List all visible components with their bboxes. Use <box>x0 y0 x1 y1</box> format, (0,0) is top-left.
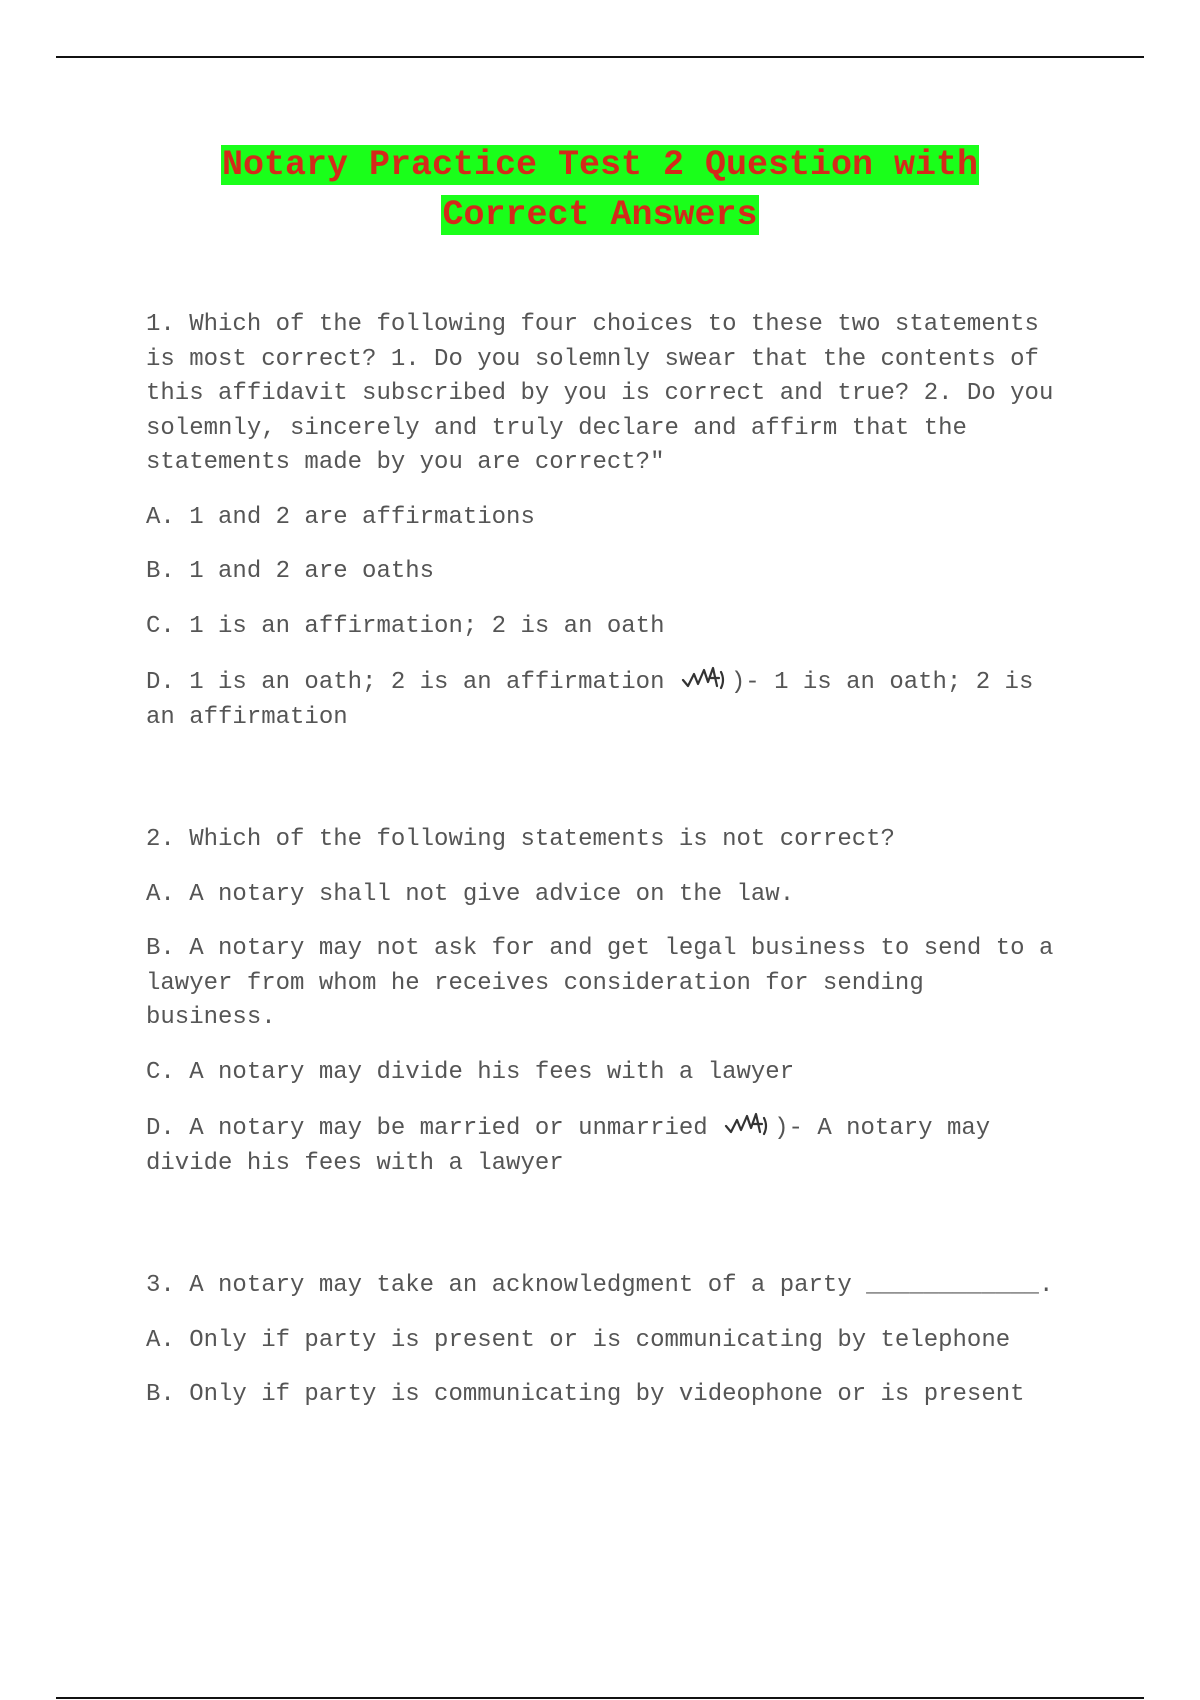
question-2-answer: )- A notary may divide his fees with a lawyer <box>146 1115 1005 1177</box>
question-2-option-a: A. A notary shall not give advice on the law. <box>146 880 795 908</box>
question-2-option-b: B. A notary may not ask for and get legal business to send to a lawyer from whom he receives consideration for sending business. <box>146 935 1068 1031</box>
check-scribble-icon <box>681 664 725 692</box>
question-3-option-b: B. Only if party is communicating by videophone or is present <box>146 1381 1025 1408</box>
title-line-1: Notary Practice Test 2 Question with <box>221 145 979 185</box>
question-1-option-c: C. 1 is an affirmation; 2 is an oath <box>146 612 665 640</box>
question-1-option-d <box>146 664 1066 735</box>
document-body <box>146 308 1066 1413</box>
question-2-text: 2. Which of the following statements is not correct? <box>146 826 895 853</box>
document-title <box>0 140 1200 240</box>
question-2-option-c: C. A notary may divide his fees with a lawyer <box>146 1058 795 1086</box>
title-line-2: Correct Answers <box>442 195 758 235</box>
question-3-option-a: A. Only if party is present or is communicating by telephone <box>146 1326 1011 1354</box>
question-1-text: 1. Which of the following four choices to these two statements is most correct? 1. Do you solemnly swear that the contents of this affidavit subscribed by you is correct and true? 2. Do you solemnly, sincerely and truly declare and affirm that the statements made by you are correct?" <box>146 311 1068 476</box>
question-2-option-d <box>146 1110 1066 1181</box>
question-1-option-d-text: D. 1 is an oath; 2 is an affirmation <box>146 669 665 696</box>
bottom-rule <box>56 1697 1144 1699</box>
question-1-option-b: B. 1 and 2 are oaths <box>146 558 435 585</box>
question-3-text: 3. A notary may take an acknowledgment of a party ____________. <box>146 1272 1054 1299</box>
question-1-answer: )- 1 is an oath; 2 is an affirmation <box>146 669 1048 731</box>
top-rule <box>56 56 1144 58</box>
check-scribble-icon <box>724 1110 768 1138</box>
question-1-option-a: A. 1 and 2 are affirmations <box>146 503 535 531</box>
question-2-option-d-text: D. A notary may be married or unmarried <box>146 1115 708 1142</box>
